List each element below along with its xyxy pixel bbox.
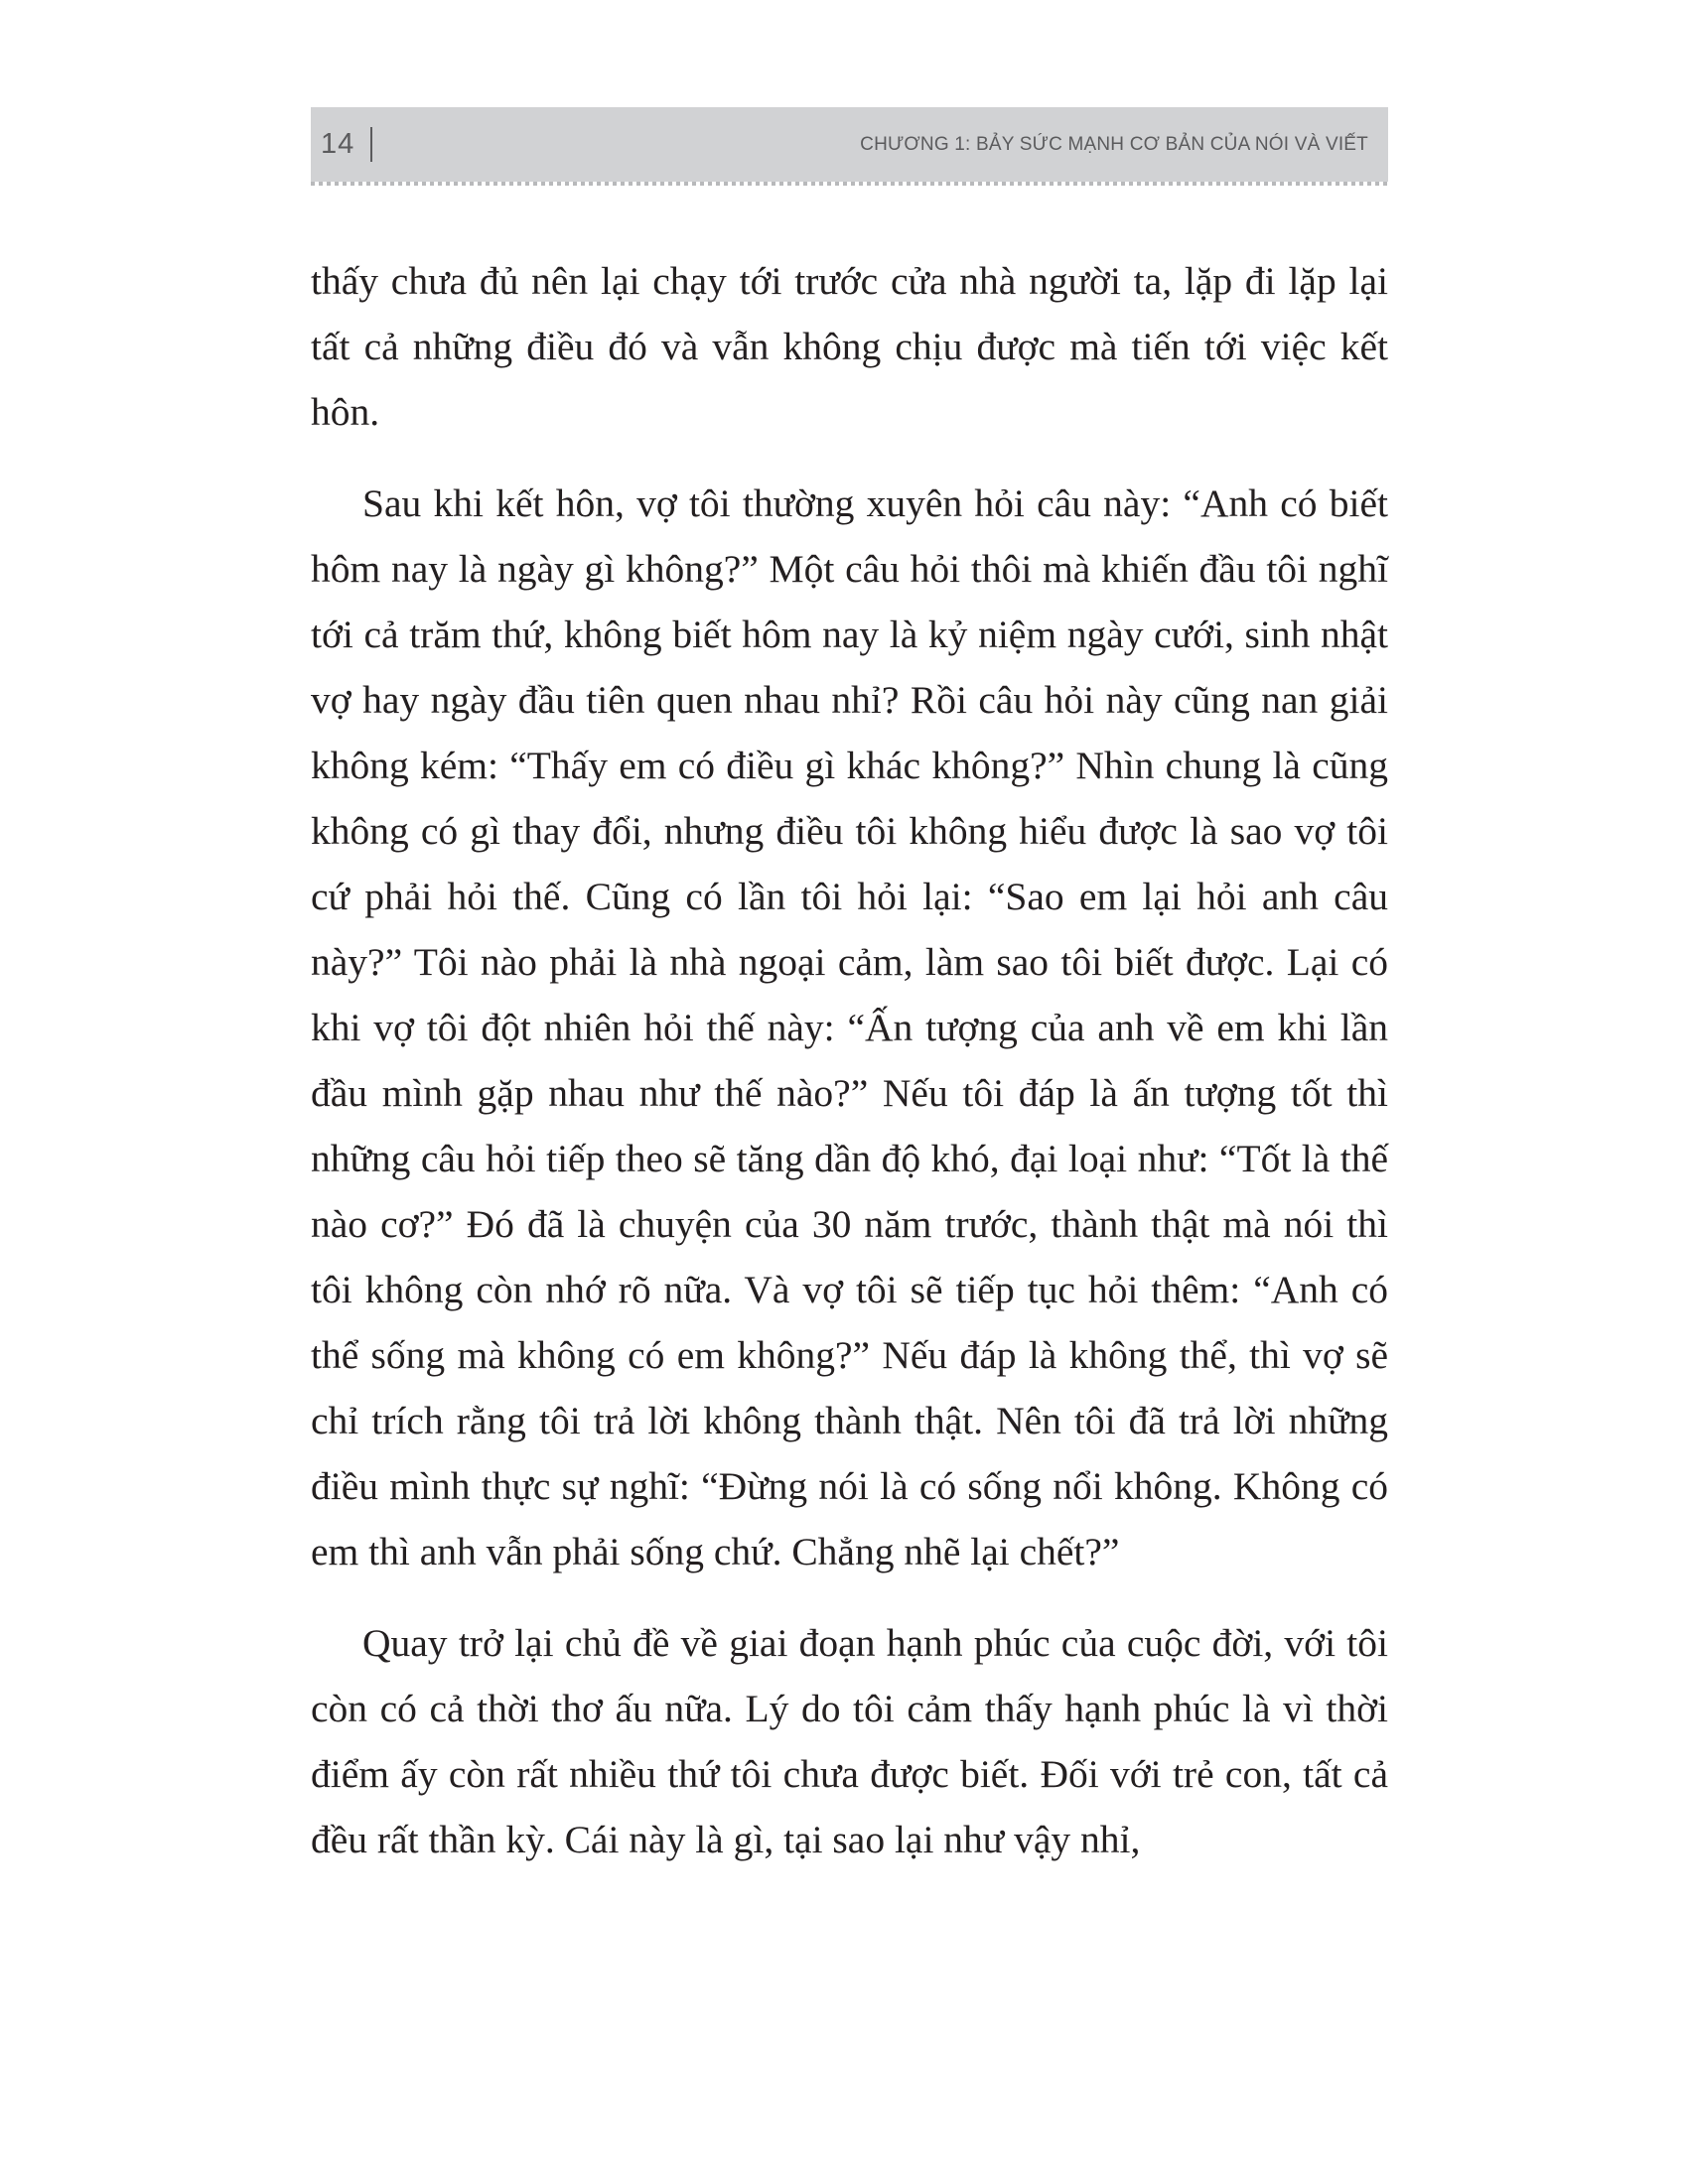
body-text [311, 248, 1388, 1872]
paragraph-1: thấy chưa đủ nên lại chạy tới trước cửa nhà người ta, lặp đi lặp lại tất cả những điều đó và vẫn không chịu được mà tiến tới việc kết hôn. [311, 259, 1388, 434]
page-number: 14 [321, 128, 355, 160]
page-header [311, 107, 1388, 182]
chapter-running-head: CHƯƠNG 1: BẢY SỨC MẠNH CƠ BẢN CỦA NÓI VÀ VIẾT [860, 134, 1368, 155]
header-separator [370, 127, 372, 162]
paragraph-2: Sau khi kết hôn, vợ tôi thường xuyên hỏi câu này: “Anh có biết hôm nay là ngày gì không?” Một câu hỏi thôi mà khiến đầu tôi nghĩ tới cả trăm thứ, không biết hôm nay là kỷ niệm ngày cưới, sinh nhật vợ hay ngày đầu tiên quen nhau nhỉ? Rồi câu hỏi này cũng nan giải không kém: “Thấy em có điều gì khác không?” Nhìn chung là cũng không có gì thay đổi, nhưng điều tôi không hiểu được là sao vợ tôi cứ phải hỏi thế. Cũng có lần tôi hỏi lại: “Sao em lại hỏi anh câu này?” Tôi nào phải là nhà ngoại cảm, làm sao tôi biết được. Lại có khi vợ tôi đột nhiên hỏi thế này: “Ấn tượng của anh về em khi lần đầu mình gặp nhau như thế nào?” Nếu tôi đáp là ấn tượng tốt thì những câu hỏi tiếp theo sẽ tăng dần độ khó, đại loại như: “Tốt là thế nào cơ?” Đó đã là chuyện của 30 năm trước, thành thật mà nói thì tôi không còn nhớ rõ nữa. Và vợ tôi sẽ tiếp tục hỏi thêm: “Anh có thể sống mà không có em không?” Nếu đáp là không thể, thì vợ sẽ chỉ trích rằng tôi trả lời không thành thật. Nên tôi đã trả lời những điều mình thực sự nghĩ: “Đừng nói là có sống nổi không. Không có em thì anh vẫn phải sống chứ. Chẳng nhẽ lại chết?” [311, 481, 1388, 1573]
paragraph-3: Quay trở lại chủ đề về giai đoạn hạnh phúc của cuộc đời, với tôi còn có cả thời thơ ấu nữa. Lý do tôi cảm thấy hạnh phúc là vì thời điểm ấy còn rất nhiều thứ tôi chưa được biết. Đối với trẻ con, tất cả đều rất thần kỳ. Cái này là gì, tại sao lại như vậy nhỉ, [311, 1621, 1388, 1861]
